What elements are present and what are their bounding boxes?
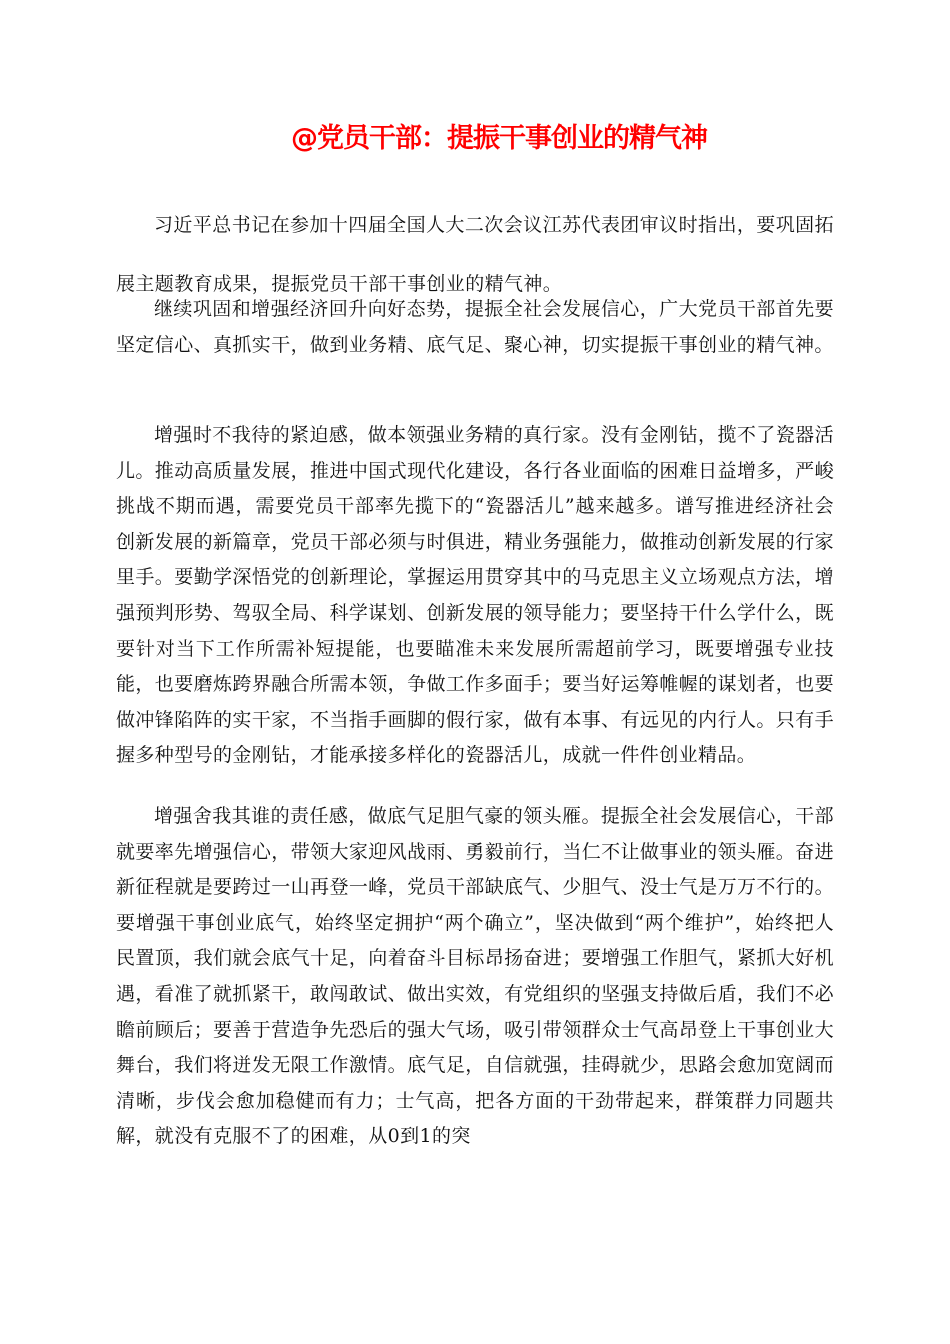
paragraph-confidence: 继续巩固和增强经济回升向好态势，提振全社会发展信心，广大党员干部首先要坚定信心、真抓实干，做到业务精、底气足、聚心神，切实提振干事创业的精气神。 bbox=[116, 298, 834, 356]
paragraph-responsibility: 增强舍我其谁的责任感，做底气足胆气豪的领头雁。提振全社会发展信心，干部就要率先增强信心，带领大家迎风战雨、勇毅前行，当仁不让做事业的领头雁。奋进新征程就是要跨过一山再登一峰，党员干部缺底气、少胆气、没士气是万万不行的。要增强干事创业底气，始终坚定拥护“两个确立”，坚决做到“两个维护”，始终把人民置顶，我们就会底气十足，向着奋斗目标昂扬奋进；要增强工作胆气，紧抓大好机遇，看准了就抓紧干，敢闯敢试、做出实效，有党组织的坚强支持做后盾，我们不必瞻前顾后；要善于营造争先恐后的强大气场，吸引带领群众士气高昂登上干事创业大舞台，我们将迸发无限工作激情。底气足，自信就强，挂碍就少，思路会愈加宽阔而清晰，步伐会愈加稳健而有力；士气高，把各方面的干劲带起来，群策群力同题共解，就没有克服不了的困难，从0到1的突 bbox=[116, 805, 834, 1148]
paragraph-intro: 习近平总书记在参加十四届全国人大二次会议江苏代表团审议时指出，要巩固拓展主题教育成果，提振党员干部干事创业的精气神。 bbox=[116, 214, 834, 295]
paragraph-urgency: 增强时不我待的紧迫感，做本领强业务精的真行家。没有金刚钻，揽不了瓷器活儿。推动高质量发展，推进中国式现代化建设，各行各业面临的困难日益增多，严峻挑战不期而遇，需要党员干部率先揽下的“瓷器活儿”越来越多。谱写推进经济社会创新发展的新篇章，党员干部必须与时俱进，精业务强能力，做推动创新发展的行家里手。要勤学深悟党的创新理论，掌握运用贯穿其中的马克思主义立场观点方法，增强预判形势、驾驭全局、科学谋划、创新发展的领导能力；要坚持干什么学什么，既要针对当下工作所需补短提能，也要瞄准未来发展所需超前学习，既要增强专业技能，也要磨炼跨界融合所需本领，争做工作多面手；要当好运筹帷幄的谋划者，也要做冲锋陷阵的实干家，不当指手画脚的假行家，做有本事、有远见的内行人。只有手握多种型号的金刚钻，才能承接多样化的瓷器活儿，成就一件件创业精品。 bbox=[116, 424, 834, 767]
document-title: @党员干部：提振干事创业的精气神 bbox=[291, 123, 707, 154]
